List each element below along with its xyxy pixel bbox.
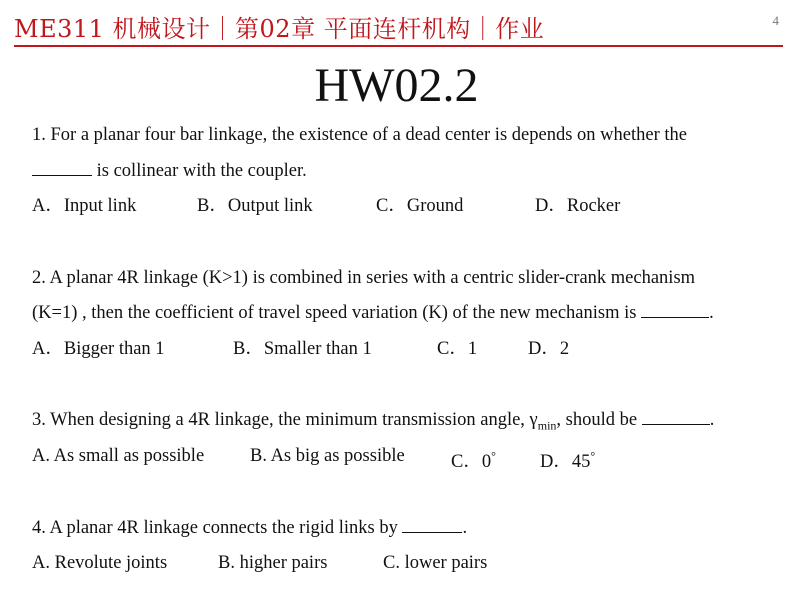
page-number: 4 (772, 13, 779, 28)
question-1-option-d: D．Rocker (535, 196, 621, 216)
question-4-period: . (462, 518, 468, 538)
question-4-option-a: A. Revolute joints (32, 553, 168, 573)
header-divider (14, 45, 783, 47)
question-3-option-c-text: C．0 (451, 452, 492, 473)
answer-blank (32, 159, 92, 176)
slide-header-title: ME311 机械设计｜第02章 平面连杆机构｜作业 (14, 15, 545, 43)
question-3-option-c (451, 444, 496, 474)
question-3-option-b: B. As big as possible (250, 446, 405, 466)
question-2-line-2-text: (K=1) , then the coefficient of travel speed variation (K) of the new mechanism is (32, 303, 637, 323)
question-1-line-2-text: is collinear with the coupler. (96, 161, 307, 181)
question-2-line-2 (32, 301, 714, 325)
question-2-option-b: B．Smaller than 1 (233, 339, 372, 359)
question-4-text: 4. A planar 4R linkage connects the rigid links by (32, 518, 398, 538)
question-3-line-1 (32, 408, 714, 438)
answer-blank (641, 301, 709, 318)
question-3-text: 3. When designing a 4R linkage, the minimum transmission angle, γ (32, 410, 538, 430)
question-3-option-a: A. As small as possible (32, 446, 205, 466)
page-title: HW02.2 (314, 59, 479, 112)
question-1-option-b: B．Output link (197, 196, 313, 216)
answer-blank (402, 516, 462, 533)
question-2-option-d: D．2 (528, 339, 570, 359)
question-1-option-c: C．Ground (376, 196, 464, 216)
question-3-period: . (709, 410, 715, 430)
answer-blank (642, 408, 710, 425)
question-2-option-c: C．1 (437, 339, 478, 359)
question-4-option-c: C. lower pairs (383, 553, 488, 573)
degree-mark: ° (590, 449, 596, 463)
question-3-option-d-text: D．45 (540, 452, 591, 473)
question-1-line-2 (32, 159, 307, 183)
question-1-line-1: 1. For a planar four bar linkage, the existence of a dead center is depends on whether the (32, 125, 687, 145)
question-3-subscript: min (537, 418, 557, 433)
question-2-period: . (709, 303, 714, 323)
question-4-option-b: B. higher pairs (218, 553, 328, 573)
question-2-line-1: 2. A planar 4R linkage (K>1) is combined in series with a centric slider-crank mechanism (32, 268, 696, 288)
question-3-option-d (540, 444, 595, 474)
question-2-option-a: A．Bigger than 1 (32, 339, 165, 359)
question-1-option-a: A．Input link (32, 196, 137, 216)
question-3-text-cont: , should be (556, 410, 638, 430)
question-4-line-1 (32, 516, 467, 540)
degree-mark: ° (491, 449, 496, 463)
